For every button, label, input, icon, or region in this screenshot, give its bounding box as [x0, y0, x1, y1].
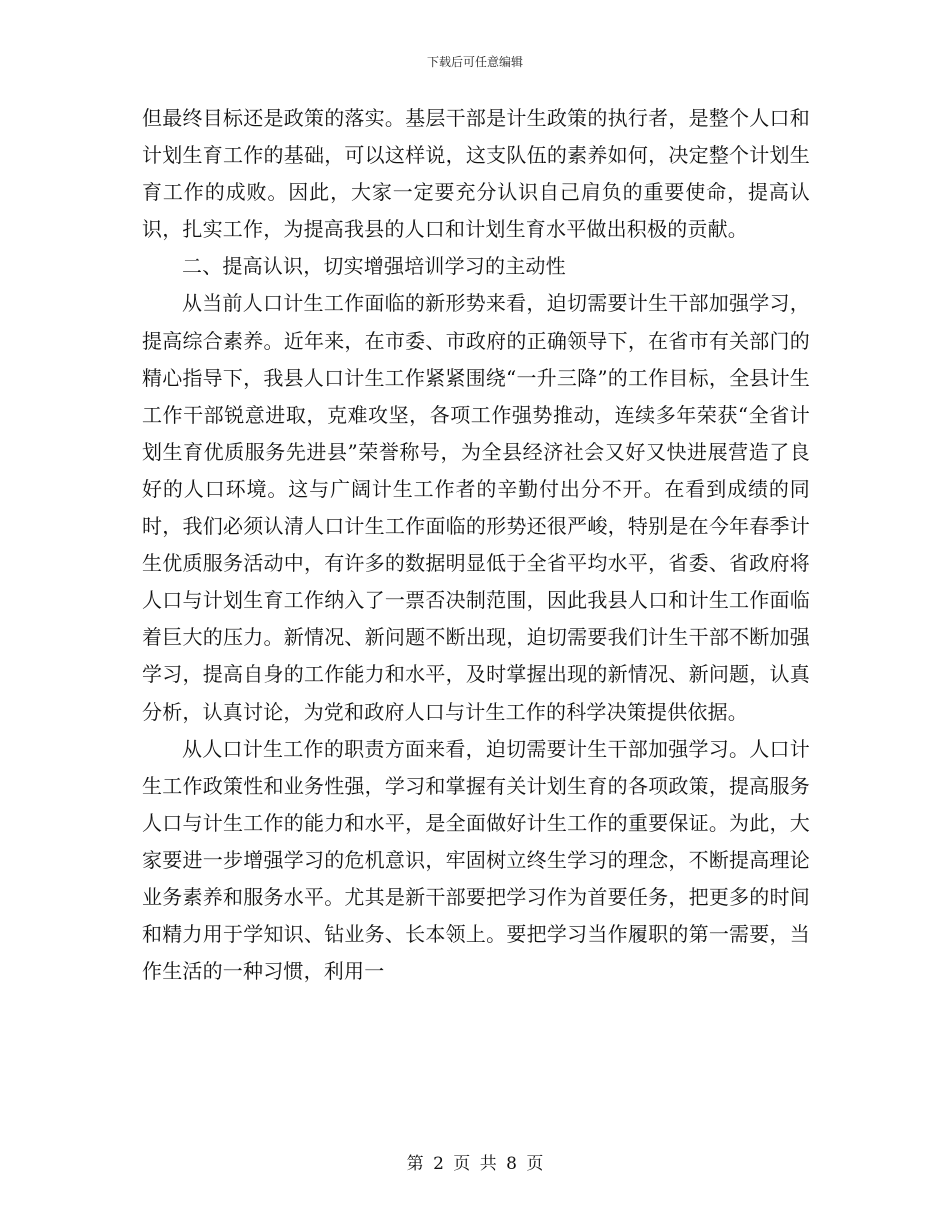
document-body [142, 100, 810, 990]
paragraph-1: 但最终目标还是政策的落实。基层干部是计生政策的执行者，是整个人口和计划生育工作的基础，可以这样说，这支队伍的素养如何，决定整个计划生育工作的成败。因此，大家一定要充分认识自己肩负的重要使命，提高认识，扎实工作，为提高我县的人口和计划生育水平做出积极的贡献。 [142, 106, 810, 242]
page-header-note: 下载后可任意编辑 [426, 55, 523, 69]
paragraph-3: 从当前人口计生工作面临的新形势来看，迫切需要计生干部加强学习，提高综合素养。近年来，在市委、市政府的正确领导下，在省市有关部门的精心指导下，我县人口计生工作紧紧围绕“一升三降”的工作目标，全县计生工作干部锐意进取，克难攻坚，各项工作强势推动，连续多年荣获“全省计划生育优质服务先进县”荣誉称号，为全县经济社会又好又快进展营造了良好的人口环境。这与广阔计生工作者的辛勤付出分不开。在看到成绩的同时，我们必须认清人口计生工作面临的形势还很严峻，特别是在今年春季计生优质服务活动中，有许多的数据明显低于全省平均水平，省委、省政府将人口与计划生育工作纳入了一票否决制范围，因此我县人口和计生工作面临着巨大的压力。新情况、新问题不断出现，迫切需要我们计生干部不断加强学习，提高自身的工作能力和水平，及时掌握出现的新情况、新问题，认真分析，认真讨论，为党和政府人口与计生工作的科学决策提供依据。 [142, 291, 810, 724]
page-number: 第 2 页 共 8 页 [406, 1154, 544, 1174]
paragraph-4: 从人口计生工作的职责方面来看，迫切需要计生干部加强学习。人口计生工作政策性和业务性强，学习和掌握有关计划生育的各项政策，提高服务人口与计生工作的能力和水平，是全面做好计生工作的重要保证。为此，大家要进一步增强学习的危机意识，牢固树立终生学习的理念，不断提高理论业务素养和服务水平。尤其是新干部要把学习作为首要任务，把更多的时间和精力用于学知识、钻业务、长本领上。要把学习当作履职的第一需要，当作生活的一种习惯，利用一 [142, 736, 810, 984]
section-heading-2: 二、提高认识，切实增强培训学习的主动性 [182, 254, 566, 279]
